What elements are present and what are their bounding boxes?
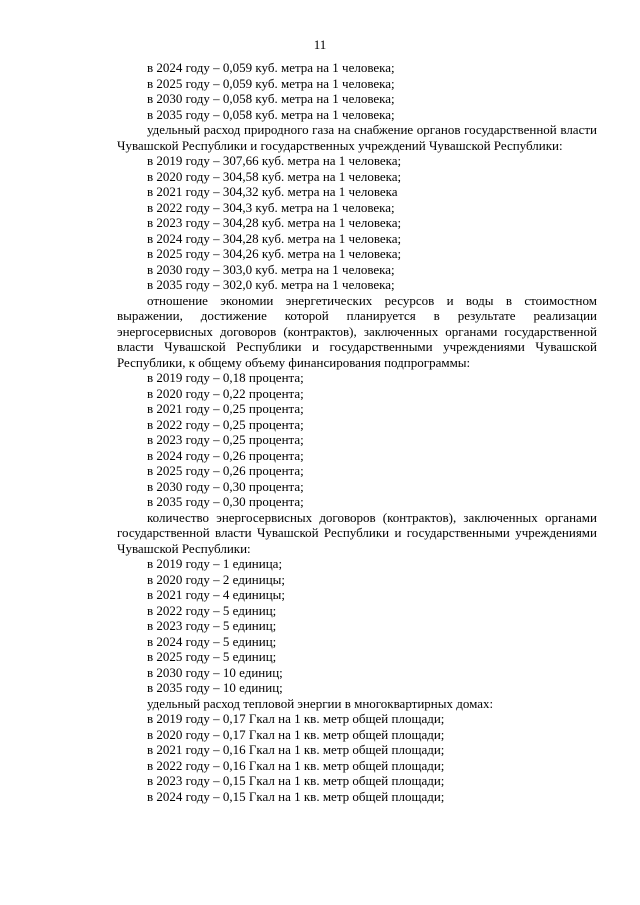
list-item: в 2023 году – 0,25 процента; bbox=[147, 432, 304, 447]
list-item: в 2020 году – 0,22 процента; bbox=[147, 385, 304, 401]
list-item: в 2021 году – 0,25 процента; bbox=[147, 401, 304, 416]
list-item: в 2021 году – 304,32 куб. метра на 1 человека bbox=[147, 184, 398, 199]
list-item: в 2025 году – 0,26 процента; bbox=[147, 463, 304, 478]
paragraph: удельный расход природного газа на снабжение органов государственной власти Чувашской Республики и государственных учреждений Чувашской Республики: bbox=[117, 122, 597, 153]
list-item: в 2020 году – 2 единицы; bbox=[147, 571, 286, 587]
document-body bbox=[117, 60, 597, 804]
list-item: в 2025 году – 0,059 куб. метра на 1 человека; bbox=[147, 75, 395, 91]
list-item: в 2035 году – 302,0 куб. метра на 1 человека; bbox=[147, 277, 395, 292]
paragraph: количество энергосервисных договоров (контрактов), заключенных органами государственной власти Чувашской Республики и государственными учреждениями Чувашской Республики: bbox=[117, 509, 597, 556]
list-item: в 2021 году – 0,16 Гкал на 1 кв. метр общей площади; bbox=[147, 742, 445, 757]
list-item: в 2024 году – 0,26 процента; bbox=[147, 447, 304, 463]
list-item: в 2022 году – 0,25 процента; bbox=[147, 416, 304, 432]
paragraph: удельный расход тепловой энергии в многоквартирных домах: bbox=[147, 695, 494, 711]
list-item: в 2030 году – 10 единиц; bbox=[147, 664, 283, 680]
list-item: в 2023 году – 5 единиц; bbox=[147, 618, 277, 633]
list-item: в 2030 году – 0,058 куб. метра на 1 человека; bbox=[147, 91, 395, 106]
paragraph: отношение экономии энергетических ресурсов и воды в стоимостном выражении, достижение которой планируется в результате реализации энергосервисных договоров (контрактов), заключенных органами государственной власти Чувашской Республики и государственными учреждениями Чувашской Республики, к общему объему финансирования подпрограммы: bbox=[117, 292, 597, 370]
list-item: в 2019 году – 0,17 Гкал на 1 кв. метр общей площади; bbox=[147, 711, 445, 726]
list-item: в 2020 году – 304,58 куб. метра на 1 человека; bbox=[147, 168, 402, 184]
list-item: в 2023 году – 304,28 куб. метра на 1 человека; bbox=[147, 215, 402, 230]
list-item: в 2024 году – 5 единиц; bbox=[147, 633, 277, 649]
list-item: в 2020 году – 0,17 Гкал на 1 кв. метр общей площади; bbox=[147, 726, 445, 742]
list-item: в 2022 году – 304,3 куб. метра на 1 человека; bbox=[147, 199, 395, 215]
list-item: в 2019 году – 1 единица; bbox=[147, 556, 283, 571]
list-item: в 2019 году – 307,66 куб. метра на 1 человека; bbox=[147, 153, 402, 168]
list-item: в 2030 году – 0,30 процента; bbox=[147, 478, 304, 494]
list-item: в 2030 году – 303,0 куб. метра на 1 человека; bbox=[147, 261, 395, 277]
list-item: в 2019 году – 0,18 процента; bbox=[147, 370, 304, 385]
list-item: в 2024 году – 0,15 Гкал на 1 кв. метр общей площади; bbox=[147, 788, 445, 804]
page-number: 11 bbox=[313, 37, 327, 52]
list-item: в 2025 году – 5 единиц; bbox=[147, 649, 277, 664]
list-item: в 2024 году – 0,059 куб. метра на 1 человека; bbox=[147, 60, 395, 75]
list-item: в 2035 году – 10 единиц; bbox=[147, 680, 283, 695]
list-item: в 2035 году – 0,058 куб. метра на 1 человека; bbox=[147, 106, 395, 122]
list-item: в 2021 году – 4 единицы; bbox=[147, 587, 286, 602]
list-item: в 2024 году – 304,28 куб. метра на 1 человека; bbox=[147, 230, 402, 246]
list-item: в 2025 году – 304,26 куб. метра на 1 человека; bbox=[147, 246, 402, 261]
list-item: в 2035 году – 0,30 процента; bbox=[147, 494, 304, 509]
list-item: в 2022 году – 0,16 Гкал на 1 кв. метр общей площади; bbox=[147, 757, 445, 773]
list-item: в 2023 году – 0,15 Гкал на 1 кв. метр общей площади; bbox=[147, 773, 445, 788]
list-item: в 2022 году – 5 единиц; bbox=[147, 602, 277, 618]
